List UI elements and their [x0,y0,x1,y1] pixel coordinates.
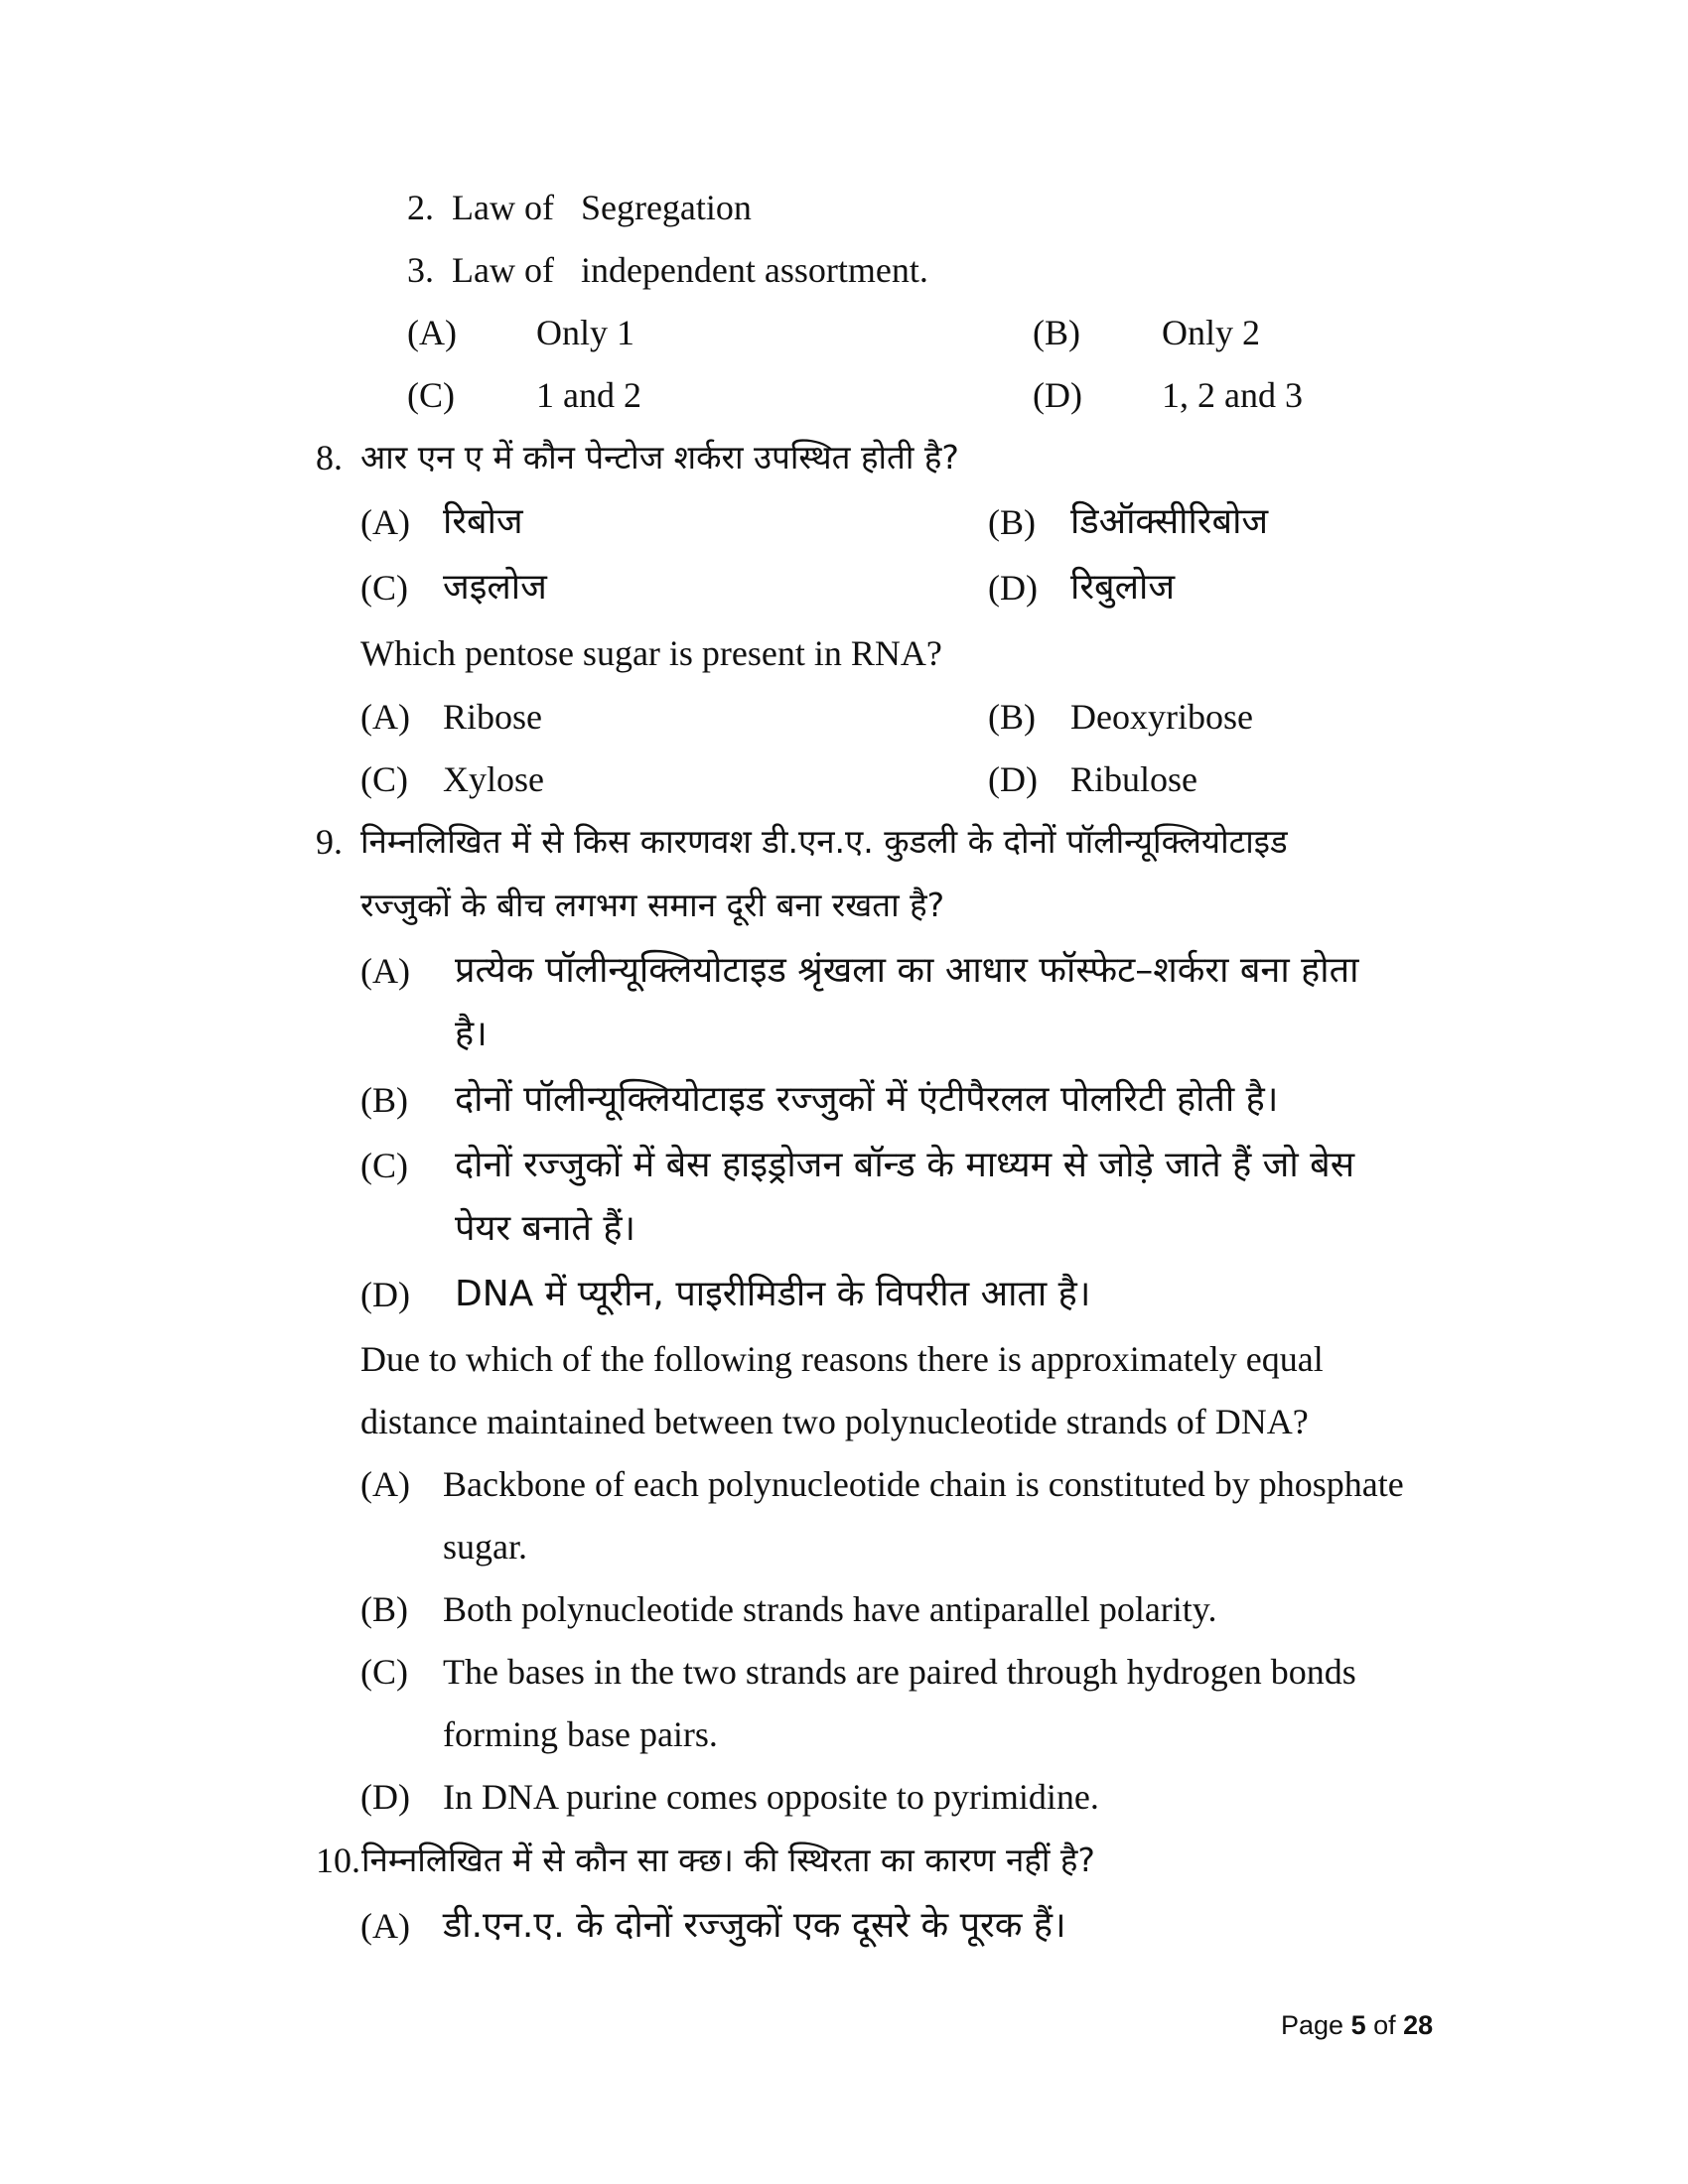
q8-hindi-option-b-text: डिऑक्सीरिबोज [1070,501,1269,542]
prev-option-d-text: 1, 2 and 3 [1162,375,1303,415]
q9-hindi-option-b: (B) [360,1080,408,1120]
q9-hindi-option-b-text: दोनों पॉलीन्यूक्लियोटाइड रज्जुकों में एंटीपैरलल पोलरिटी होती है। [455,1079,1279,1120]
prev-option-a-text: Only 1 [536,313,634,352]
statement-2: 2. Law of Segregation [407,188,752,227]
q9-hindi-option-c-line-2: पेयर बनाते हैं। [455,1208,636,1249]
prev-option-b-text: Only 2 [1162,313,1260,352]
q8-english-option-d-text: Ribulose [1070,759,1198,799]
q9-hindi-option-c: (C) [360,1146,408,1185]
q9-hindi-option-a-line-1: प्रत्येक पॉलीन्यूक्लियोटाइड श्रृंखला का आधार फॉस्फेट–शर्करा बना होता [455,950,1359,991]
q9-hindi-option-a: (A) [360,951,410,991]
q8-hindi-text: आर एन ए में कौन पेन्टोज शर्करा उपस्थित होती है? [360,438,959,477]
q8-hindi-option-c-text: जइलोज [443,567,547,608]
q10-number: 10. [316,1841,360,1880]
q8-hindi-option-a-text: रिबोज [443,501,523,542]
q10-hindi-option-a: (A) [360,1906,410,1946]
q9-english-option-c: (C) [360,1652,408,1692]
current-page: 5 [1350,2010,1366,2040]
q10-hindi-option-a-text: डी.एन.ए. के दोनों रज्जुकों एक दूसरे के पूरक हैं। [443,1905,1066,1946]
q8-hindi-option-c: (C) [360,568,408,608]
q9-number: 9. [316,822,343,862]
q9-english-option-d-text: In DNA purine comes opposite to pyrimidine. [443,1777,1099,1817]
q8-english-option-c-text: Xylose [443,759,544,799]
q8-hindi-option-d: (D) [988,568,1038,608]
q9-english-line-1: Due to which of the following reasons there is approximately equal [360,1339,1324,1379]
q9-hindi-option-a-line-2: है। [455,1014,488,1054]
prev-option-a: (A) [407,313,457,352]
q8-hindi-option-b: (B) [988,502,1036,542]
q9-hindi-option-c-line-1: दोनों रज्जुकों में बेस हाइड्रोजन बॉन्ड के माध्यम से जोड़े जाते हैं जो बेस [455,1145,1355,1185]
q9-english-option-a-line-2: sugar. [443,1527,527,1567]
q8-english-option-b-text: Deoxyribose [1070,697,1253,737]
q8-english-option-a: (A) [360,697,410,737]
q8-english-text: Which pentose sugar is present in RNA? [360,633,942,673]
q8-english-option-a-text: Ribose [443,697,543,737]
q9-english-option-b: (B) [360,1589,408,1629]
statement-3: 3. Law of independent assortment. [407,250,928,290]
prev-option-c: (C) [407,375,455,415]
q8-hindi-option-d-text: रिबुलोज [1070,567,1176,608]
q9-english-option-a: (A) [360,1464,410,1504]
q9-hindi-line-2: रज्जुकों के बीच लगभग समान दूरी बना रखता है? [360,886,945,924]
q9-hindi-line-1: निम्नलिखित में से किस कारणवश डी.एन.ए. कुडली के दोनों पॉलीन्यूक्लियोटाइड [360,822,1288,861]
q8-english-option-b: (B) [988,697,1036,737]
q8-english-option-d: (D) [988,759,1038,799]
prev-option-c-text: 1 and 2 [536,375,641,415]
q8-hindi-option-a: (A) [360,502,410,542]
q9-english-option-a-line-1: Backbone of each polynucleotide chain is constituted by phosphate [443,1464,1404,1504]
q9-hindi-option-d-text: DNA में प्यूरीन, पाइरीमिडीन के विपरीत आता है। [455,1274,1091,1314]
q9-english-option-b-text: Both polynucleotide strands have antiparallel polarity. [443,1589,1217,1629]
q9-english-option-c-line-1: The bases in the two strands are paired through hydrogen bonds [443,1652,1356,1692]
q9-english-option-d: (D) [360,1777,410,1817]
total-pages: 28 [1403,2010,1434,2040]
q10-hindi-text: निम्नलिखित में से कौन सा क्छ। की स्थिरता का कारण नहीं है? [361,1841,1095,1879]
prev-option-d: (D) [1033,375,1082,415]
page-number-footer: Page 5 of 28 [1281,2010,1434,2040]
prev-option-b: (B) [1033,313,1080,352]
q9-hindi-option-d: (D) [360,1275,410,1314]
q9-english-line-2: distance maintained between two polynucleotide strands of DNA? [360,1402,1309,1441]
q8-number: 8. [316,438,343,478]
q8-english-option-c: (C) [360,759,408,799]
q9-english-option-c-line-2: forming base pairs. [443,1714,718,1754]
